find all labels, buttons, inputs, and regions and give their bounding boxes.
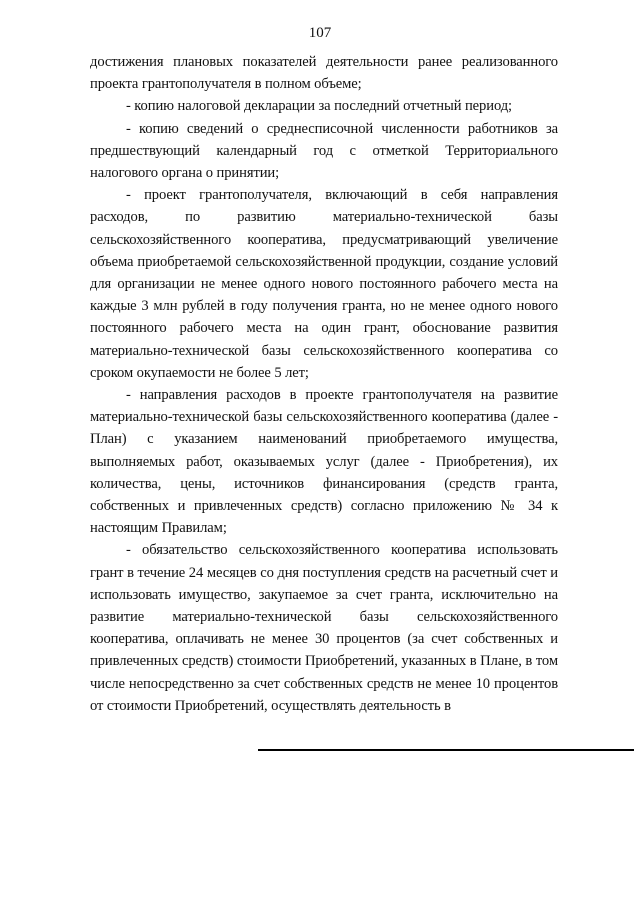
paragraph-grant-project: - проект грантополучателя, включающий в себя направления расходов, по развитию материально-технической базы сельскохозяйственного кооператива, предусматривающий увеличение объема приобретаемой сельскохозяйственной продукции, создание условий для организации не менее одного нового постоянного рабочего места на каждые 3 млн рублей в году получения гранта, но не менее одного нового постоянного рабочего места на один грант, обоснование развития материально-технической базы сельскохозяйственного кооператива со сроком окупаемости не более 5 лет; (90, 187, 558, 381)
paragraph-tax-declaration: - копию налоговой декларации за последний отчетный период; (126, 98, 513, 115)
footer-divider-line (258, 749, 634, 751)
paragraph-continuation: достижения плановых показателей деятельности ранее реализованного проекта грантополучателя в полном объеме; (90, 54, 558, 93)
paragraph-employee-count: - копию сведений о среднесписочной численности работников за предшествующий календарный год с отметкой Территориального налогового органа о принятии; (90, 120, 558, 182)
page-number: 107 (308, 25, 332, 41)
paragraph-expense-plan: - направления расходов в проекте грантополучателя на развитие материально-технической базы сельскохозяйственного кооператива (далее - План) с указанием наименований приобретаемого имущества, выполняемых работ, оказываемых услуг (далее - Приобретения), их количества, цены, источников финансирования (средств гранта, собственных и привлеченных средств) согласно приложению № 34 к настоящим Правилам; (90, 387, 558, 537)
paragraph-obligation: - обязательство сельскохозяйственного кооператива использовать грант в течение 24 месяцев со дня поступления средств на расчетный счет и использовать имущество, закупаемое за счет гранта, исключительно на развитие материально-технической базы сельскохозяйственного кооператива, оплачивать не менее 30 процентов (за счет собственных и привлеченных средств) стоимости Приобретений, указанных в Плане, в том числе непосредственно за счет собственных средств не менее 10 процентов от стоимости Приобретений, осуществлять деятельность в (90, 542, 558, 714)
document-body (90, 51, 558, 717)
